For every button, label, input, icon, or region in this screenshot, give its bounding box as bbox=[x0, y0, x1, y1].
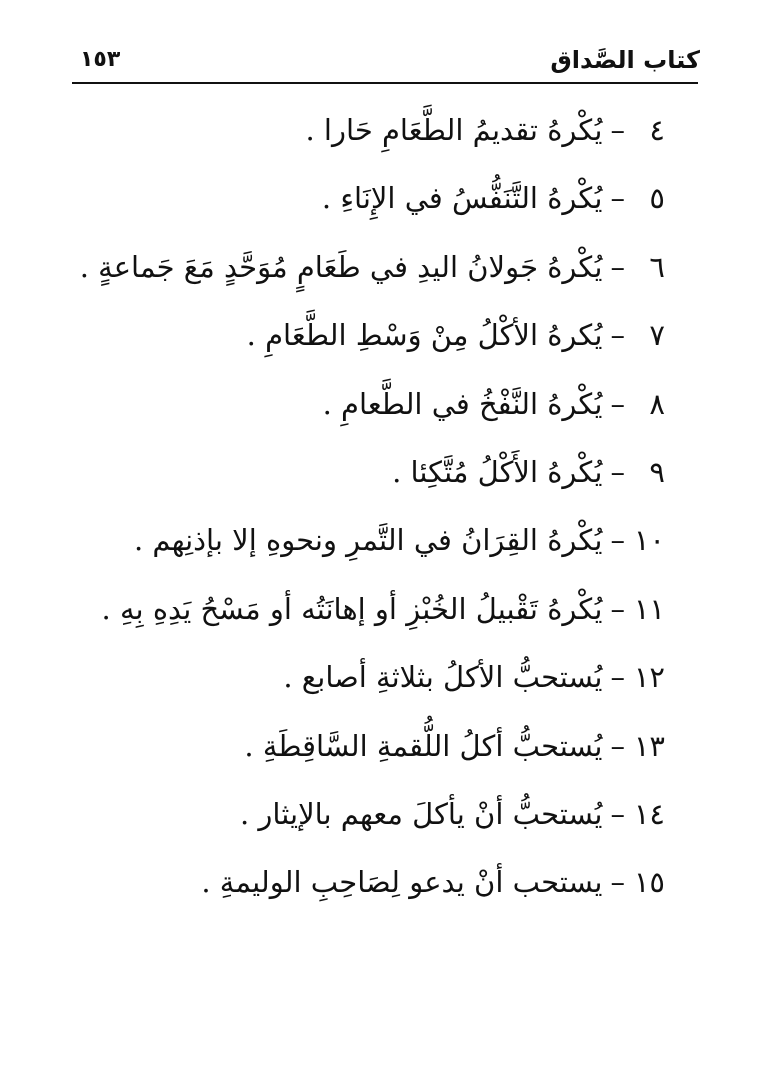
list-item bbox=[90, 301, 665, 369]
item-dash: – bbox=[610, 249, 625, 284]
list-item bbox=[79, 233, 665, 301]
item-number: ١٤ bbox=[633, 796, 665, 831]
item-text: يُكرهُ الأكْلُ مِنْ وَسْطِ الطَّعَامِ . bbox=[246, 318, 603, 353]
item-number: ٦ bbox=[649, 249, 665, 284]
item-dash: – bbox=[610, 113, 625, 147]
item-number: ١١ bbox=[633, 591, 665, 626]
item-number: ٥ bbox=[649, 181, 665, 216]
item-dash: – bbox=[610, 796, 625, 831]
list-item bbox=[90, 643, 665, 711]
item-text: يُكْرهُ النَّفْخُ في الطَّعامِ . bbox=[322, 386, 603, 421]
page-header bbox=[72, 40, 700, 84]
list-item bbox=[90, 438, 665, 506]
item-text: يُكْرهُ جَولانُ اليدِ في طَعَامٍ مُوَحَّدٍ مَعَ جَماعةٍ . bbox=[79, 249, 603, 284]
list-item bbox=[90, 164, 665, 232]
item-text: يُكْرهُ الأَكْلُ مُتَّكِئا . bbox=[392, 454, 603, 489]
item-number: ٩ bbox=[649, 454, 665, 489]
item-text: يستحب أنْ يدعو لِصَاحِبِ الوليمةِ . bbox=[201, 865, 603, 900]
item-number: ١٢ bbox=[633, 660, 665, 695]
list-item bbox=[90, 780, 665, 848]
item-dash: – bbox=[610, 591, 625, 626]
item-text: يُكْرهُ تَقْبيلُ الخُبْزِ أو إهانَتُه أو مَسْحُ يَدِهِ بِهِ . bbox=[101, 591, 603, 626]
item-text: يُستحبُّ أكلُ اللُّقمةِ السَّاقِطَةِ . bbox=[244, 728, 603, 763]
item-dash: – bbox=[610, 865, 625, 900]
item-dash: – bbox=[610, 523, 625, 558]
etiquette-list bbox=[79, 96, 665, 917]
list-item bbox=[90, 575, 665, 643]
list-item bbox=[90, 712, 665, 780]
item-dash: – bbox=[610, 454, 625, 489]
list-item bbox=[90, 506, 665, 574]
item-text: يُكْرهُ تقديمُ الطَّعَامِ حَارا . bbox=[305, 113, 603, 147]
header-divider bbox=[72, 82, 698, 84]
item-dash: – bbox=[610, 728, 625, 763]
item-dash: – bbox=[610, 318, 625, 353]
page-number: ١٥٣ bbox=[80, 47, 121, 72]
item-text: يُستحبُّ أنْ يأكلَ معهم بالإيثار . bbox=[239, 796, 603, 831]
list-item bbox=[90, 96, 665, 164]
item-dash: – bbox=[610, 181, 625, 216]
item-dash: – bbox=[610, 660, 625, 695]
item-number: ٤ bbox=[649, 113, 665, 147]
list-item bbox=[90, 848, 665, 916]
book-title: كتاب الصَّداق bbox=[550, 46, 700, 74]
item-number: ١٣ bbox=[633, 728, 665, 763]
item-number: ١٠ bbox=[633, 523, 665, 558]
list-item bbox=[90, 370, 665, 438]
item-text: يُكْرهُ القِرَانُ في التَّمرِ ونحوهِ إلا بإذنِهم . bbox=[133, 523, 603, 558]
item-text: يُكْرهُ التَّنَفُّسُ في الإِنَاءِ . bbox=[321, 181, 603, 216]
item-number: ٨ bbox=[649, 386, 665, 421]
item-text: يُستحبُّ الأكلُ بثلاثةِ أصابع . bbox=[283, 660, 603, 695]
item-dash: – bbox=[610, 386, 625, 421]
item-number: ١٥ bbox=[633, 865, 665, 900]
item-number: ٧ bbox=[649, 318, 665, 353]
